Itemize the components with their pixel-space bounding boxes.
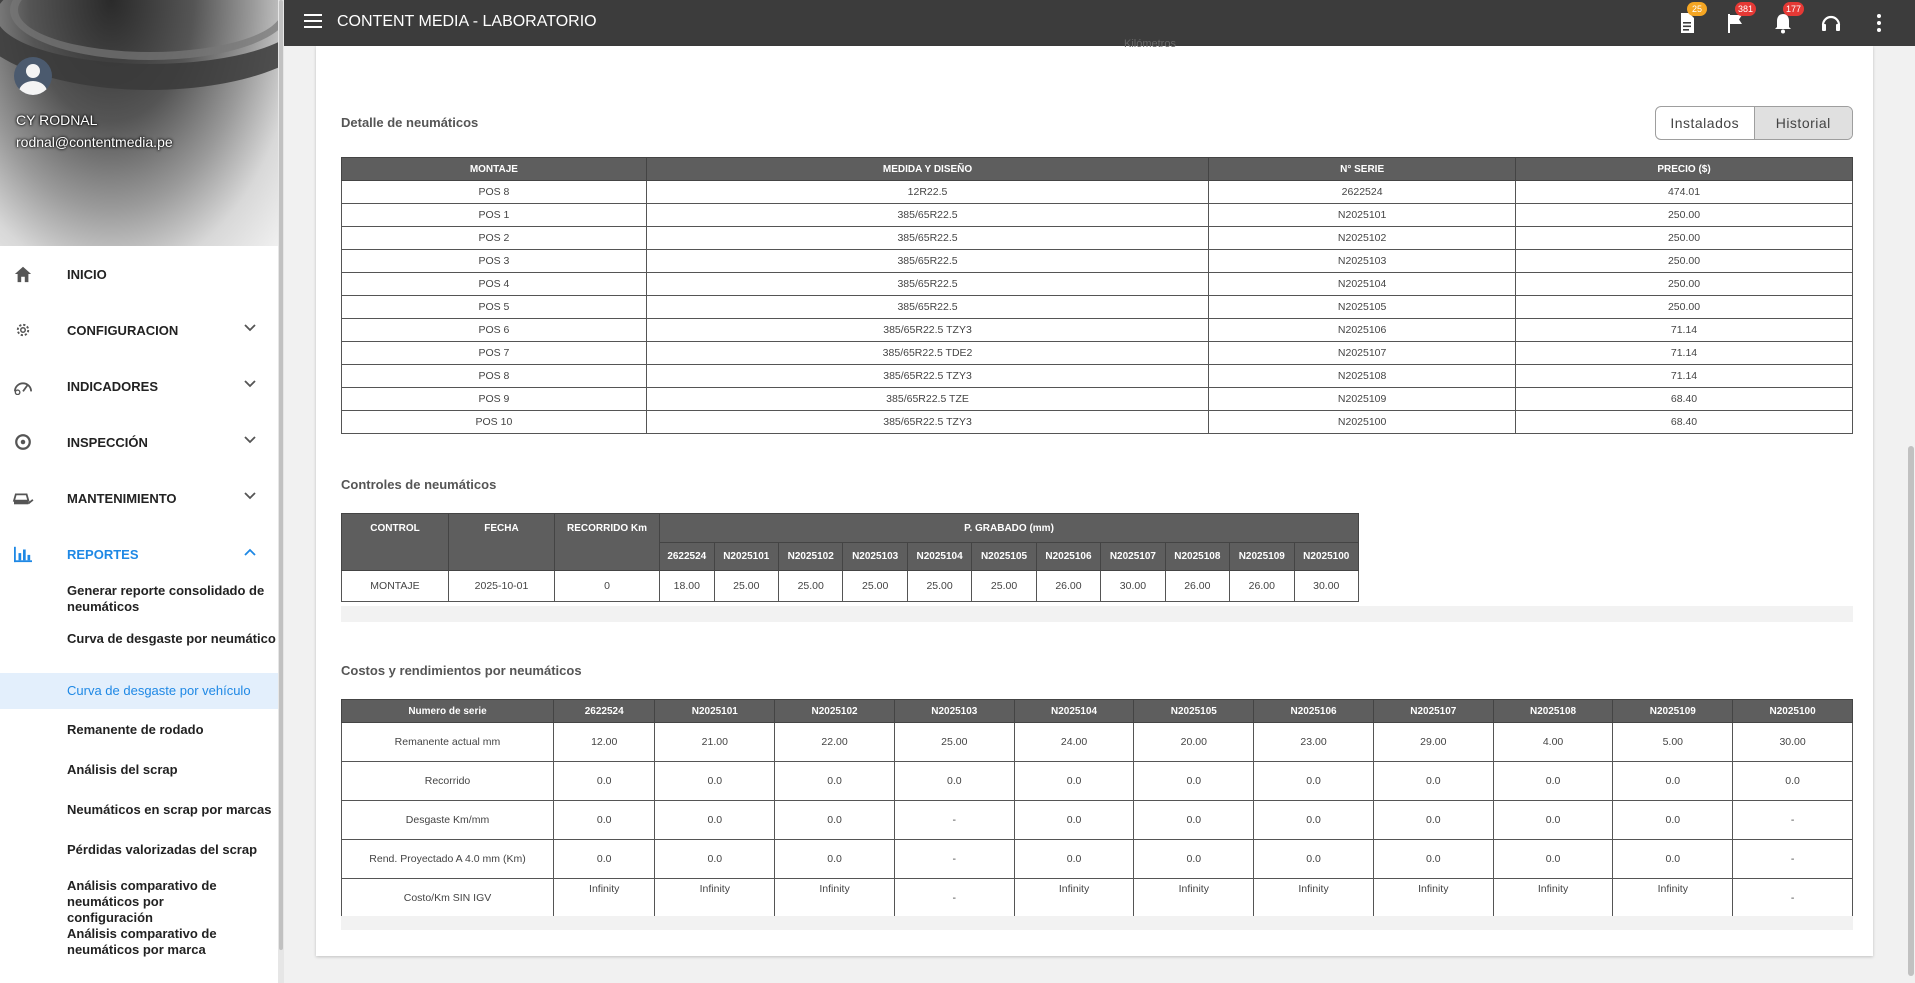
table-cell: 385/65R22.5 TZY3 <box>646 411 1208 434</box>
submenu-item[interactable]: Análisis del scrap <box>67 762 178 777</box>
series-header: N2025105 <box>972 543 1036 571</box>
table-cell: POS 4 <box>342 273 647 296</box>
table-cell: Infinity <box>1373 879 1493 918</box>
table-cell: 474.01 <box>1516 181 1853 204</box>
table-cell: 12.00 <box>554 723 655 762</box>
table-cell: 68.40 <box>1516 411 1853 434</box>
table-cell: 385/65R22.5 TDE2 <box>646 342 1208 365</box>
table-row <box>342 723 1853 762</box>
row-label: Remanente actual mm <box>342 723 554 762</box>
chart-axis-label: Kilómetros <box>1124 38 1176 50</box>
table-cell: Infinity <box>1613 879 1733 918</box>
user-email: rodnal@contentmedia.pe <box>16 134 173 150</box>
sidebar-item-reportes[interactable] <box>0 526 278 582</box>
table-cell: POS 1 <box>342 204 647 227</box>
table-cell: N2025102 <box>1209 227 1516 250</box>
gear-icon <box>12 321 34 339</box>
table-cell: POS 3 <box>342 250 647 273</box>
row-label: Recorrido <box>342 762 554 801</box>
table-cell: 0.0 <box>1254 762 1374 801</box>
sidebar-nav <box>0 246 278 582</box>
table-cell: 250.00 <box>1516 250 1853 273</box>
table-cell: 0.0 <box>1014 762 1134 801</box>
series-header: N2025104 <box>1014 700 1134 723</box>
series-header: 2622524 <box>660 543 715 571</box>
table-row <box>342 296 1853 319</box>
table-cell: 71.14 <box>1516 319 1853 342</box>
table-footer-strip <box>341 916 1853 930</box>
table-cell: 26.00 <box>1165 571 1229 602</box>
view-toggle <box>1655 106 1853 140</box>
table-row <box>342 571 1359 602</box>
table-cell: 21.00 <box>655 723 775 762</box>
table-cell: N2025107 <box>1209 342 1516 365</box>
controles-title: Controles de neumáticos <box>341 477 497 492</box>
table-cell: 0.0 <box>1014 840 1134 879</box>
submenu-item-selected[interactable]: Curva de desgaste por vehículo <box>0 673 278 709</box>
submenu-item[interactable]: Curva de desgaste por neumático <box>67 631 276 646</box>
detalle-table <box>341 157 1853 434</box>
table-row <box>342 204 1853 227</box>
table-cell: 0.0 <box>655 762 775 801</box>
series-header: N2025105 <box>1134 700 1254 723</box>
hamburger-menu-icon[interactable] <box>304 14 322 30</box>
table-cell: 0.0 <box>1613 840 1733 879</box>
table-cell: Infinity <box>554 879 655 918</box>
table-cell: 29.00 <box>1373 723 1493 762</box>
table-cell: 385/65R22.5 TZY3 <box>646 319 1208 342</box>
table-cell: Infinity <box>1134 879 1254 918</box>
table-row <box>342 250 1853 273</box>
main-content <box>284 38 1915 983</box>
table-cell: N2025100 <box>1209 411 1516 434</box>
table-cell: Infinity <box>1254 879 1374 918</box>
series-header: N2025108 <box>1165 543 1229 571</box>
table-cell: 0.0 <box>1733 762 1853 801</box>
series-header: N2025100 <box>1294 543 1359 571</box>
table-cell: 24.00 <box>1014 723 1134 762</box>
table-footer-strip <box>341 606 1853 622</box>
table-cell: 2622524 <box>1209 181 1516 204</box>
table-cell: 385/65R22.5 <box>646 273 1208 296</box>
table-cell: - <box>1733 879 1853 918</box>
table-cell: 250.00 <box>1516 296 1853 319</box>
table-cell: 0.0 <box>1493 840 1613 879</box>
table-cell: 25.00 <box>714 571 778 602</box>
user-name: CY RODNAL <box>16 112 98 128</box>
table-cell: - <box>894 840 1014 879</box>
row-label: Desgaste Km/mm <box>342 801 554 840</box>
table-cell: 385/65R22.5 <box>646 250 1208 273</box>
table-cell: 0.0 <box>894 762 1014 801</box>
table-cell: 385/65R22.5 TZE <box>646 388 1208 411</box>
page-scrollbar[interactable] <box>1907 46 1915 983</box>
chevron-down-icon <box>244 492 256 500</box>
table-cell: 2025-10-01 <box>449 571 555 602</box>
table-row <box>342 879 1853 918</box>
sidebar-item-mantenimiento[interactable] <box>0 470 278 526</box>
table-cell: POS 8 <box>342 365 647 388</box>
table-cell: Infinity <box>775 879 895 918</box>
table-cell: 12R22.5 <box>646 181 1208 204</box>
table-row <box>342 801 1853 840</box>
table-row <box>342 273 1853 296</box>
chevron-down-icon <box>244 380 256 388</box>
table-cell: 26.00 <box>1230 571 1294 602</box>
table-cell: - <box>1733 801 1853 840</box>
table-cell: 23.00 <box>1254 723 1374 762</box>
table-cell: 25.00 <box>843 571 907 602</box>
sidebar-item-label: INDICADORES <box>67 378 159 394</box>
report-card <box>316 38 1873 956</box>
table-row <box>342 365 1853 388</box>
tire-icon <box>12 433 34 451</box>
controles-table <box>341 513 1359 602</box>
series-header: N2025104 <box>907 543 971 571</box>
table-cell: 0.0 <box>1134 762 1254 801</box>
table-cell: 0.0 <box>775 840 895 879</box>
header-grabado: P. GRABADO (mm) <box>660 514 1359 543</box>
table-cell: N2025103 <box>1209 250 1516 273</box>
series-header: N2025101 <box>714 543 778 571</box>
table-row <box>342 388 1853 411</box>
table-cell: 25.00 <box>894 723 1014 762</box>
home-icon <box>12 265 34 283</box>
table-cell: 0.0 <box>1613 762 1733 801</box>
table-cell: 0.0 <box>655 840 775 879</box>
speedometer-icon <box>12 377 34 395</box>
detalle-title: Detalle de neumáticos <box>341 115 479 130</box>
table-cell: 385/65R22.5 <box>646 296 1208 319</box>
series-header: N2025101 <box>655 700 775 723</box>
column-header: Numero de serie <box>342 700 554 723</box>
table-cell: 385/65R22.5 <box>646 204 1208 227</box>
sidebar-item-label: INSPECCIÓN <box>67 434 148 450</box>
table-cell: 25.00 <box>972 571 1036 602</box>
profile-header <box>0 0 278 246</box>
table-cell: Infinity <box>1014 879 1134 918</box>
table-cell: POS 10 <box>342 411 647 434</box>
table-row <box>342 840 1853 879</box>
table-cell: 0.0 <box>1014 801 1134 840</box>
table-cell: Infinity <box>1493 879 1613 918</box>
table-cell: 71.14 <box>1516 365 1853 388</box>
header-control: CONTROL <box>342 514 449 571</box>
table-cell: 0.0 <box>775 801 895 840</box>
table-cell: 250.00 <box>1516 227 1853 250</box>
sidebar-item-configuracion[interactable] <box>0 302 278 358</box>
table-cell: POS 2 <box>342 227 647 250</box>
flag-icon[interactable] <box>1723 4 1754 35</box>
table-row <box>342 181 1853 204</box>
column-header: MONTAJE <box>342 158 647 181</box>
sidebar-item-label: CONFIGURACION <box>67 322 179 338</box>
table-cell: N2025109 <box>1209 388 1516 411</box>
bell-icon[interactable] <box>1771 4 1802 35</box>
table-cell: 30.00 <box>1733 723 1853 762</box>
table-row <box>342 319 1853 342</box>
table-cell: 0.0 <box>1134 840 1254 879</box>
submenu-item[interactable]: Pérdidas valorizadas del scrap <box>67 842 258 857</box>
table-cell: 25.00 <box>779 571 843 602</box>
table-cell: 0.0 <box>1373 801 1493 840</box>
table-cell: Infinity <box>655 879 775 918</box>
costos-table <box>341 699 1853 918</box>
series-header: N2025103 <box>843 543 907 571</box>
table-cell: 250.00 <box>1516 273 1853 296</box>
table-cell: 0.0 <box>1134 801 1254 840</box>
table-cell: 0.0 <box>554 840 655 879</box>
table-cell: 385/65R22.5 TZY3 <box>646 365 1208 388</box>
table-cell: 20.00 <box>1134 723 1254 762</box>
table-cell: 0.0 <box>1493 801 1613 840</box>
table-cell: 250.00 <box>1516 204 1853 227</box>
table-cell: 30.00 <box>1294 571 1359 602</box>
series-header: N2025103 <box>894 700 1014 723</box>
table-row <box>342 411 1853 434</box>
table-row <box>342 342 1853 365</box>
column-header: PRECIO ($) <box>1516 158 1853 181</box>
series-header: N2025100 <box>1733 700 1853 723</box>
headset-icon[interactable] <box>1819 11 1843 35</box>
toggle-instalados[interactable]: Instalados <box>1670 115 1740 131</box>
table-cell: POS 8 <box>342 181 647 204</box>
table-cell: N2025108 <box>1209 365 1516 388</box>
table-cell: 0.0 <box>1373 762 1493 801</box>
table-cell: - <box>894 879 1014 918</box>
column-header: N° SERIE <box>1209 158 1516 181</box>
sidebar-item-label: MANTENIMIENTO <box>67 490 177 506</box>
table-cell: 30.00 <box>1101 571 1165 602</box>
table-cell: 22.00 <box>775 723 895 762</box>
table-cell: POS 5 <box>342 296 647 319</box>
table-cell: N2025106 <box>1209 319 1516 342</box>
header-fecha: FECHA <box>449 514 555 571</box>
table-cell: 0 <box>555 571 660 602</box>
chevron-down-icon <box>244 436 256 444</box>
flags-badge: 381 <box>1735 2 1756 16</box>
top-app-bar <box>284 0 1915 46</box>
table-cell: 68.40 <box>1516 388 1853 411</box>
table-row <box>342 762 1853 801</box>
submenu-item[interactable]: Neumáticos en scrap por marcas <box>67 802 272 817</box>
table-cell: 0.0 <box>554 801 655 840</box>
table-cell: - <box>894 801 1014 840</box>
table-cell: 0.0 <box>1373 840 1493 879</box>
table-cell: 0.0 <box>1493 762 1613 801</box>
table-cell: 0.0 <box>1254 840 1374 879</box>
table-cell: 5.00 <box>1613 723 1733 762</box>
sidebar-item-label: INICIO <box>67 266 107 282</box>
more-vert-icon[interactable] <box>1867 11 1891 35</box>
table-cell: POS 7 <box>342 342 647 365</box>
row-label: Rend. Proyectado A 4.0 mm (Km) <box>342 840 554 879</box>
submenu-item[interactable]: Análisis comparativo de neumáticos por configuración <box>67 878 217 925</box>
table-cell: N2025101 <box>1209 204 1516 227</box>
submenu-item[interactable]: Generar reporte consolidado de neumáticos <box>67 583 265 614</box>
table-cell: 4.00 <box>1493 723 1613 762</box>
table-row <box>342 227 1853 250</box>
sidebar-item-inspeccion[interactable] <box>0 414 278 470</box>
column-header: MEDIDA Y DISEÑO <box>646 158 1208 181</box>
series-header: N2025106 <box>1036 543 1100 571</box>
table-cell: 71.14 <box>1516 342 1853 365</box>
table-cell: 0.0 <box>1613 801 1733 840</box>
sidebar-item-inicio[interactable] <box>0 246 278 302</box>
table-cell: 0.0 <box>554 762 655 801</box>
chevron-down-icon <box>244 324 256 332</box>
submenu-item[interactable]: Remanente de rodado <box>67 722 204 737</box>
table-cell: N2025104 <box>1209 273 1516 296</box>
series-header: N2025106 <box>1254 700 1374 723</box>
table-cell: MONTAJE <box>342 571 449 602</box>
bar-chart-icon <box>12 545 34 563</box>
table-cell: 26.00 <box>1036 571 1100 602</box>
row-label: Costo/Km SIN IGV <box>342 879 554 918</box>
table-cell: 0.0 <box>655 801 775 840</box>
sidebar-item-indicadores[interactable] <box>0 358 278 414</box>
series-header: N2025109 <box>1613 700 1733 723</box>
table-cell: 0.0 <box>1254 801 1374 840</box>
toggle-historial[interactable]: Historial <box>1754 107 1853 139</box>
submenu-item[interactable]: Análisis comparativo de neumáticos por marca <box>67 926 217 957</box>
series-header: N2025107 <box>1373 700 1493 723</box>
documents-badge: 25 <box>1687 2 1707 16</box>
sidebar-item-label: REPORTES <box>67 546 139 562</box>
car-repair-icon <box>12 489 34 507</box>
table-cell: POS 6 <box>342 319 647 342</box>
series-header: N2025102 <box>779 543 843 571</box>
table-cell: POS 9 <box>342 388 647 411</box>
sidebar <box>0 0 278 983</box>
series-header: N2025109 <box>1230 543 1294 571</box>
costos-title: Costos y rendimientos por neumáticos <box>341 663 582 678</box>
series-header: N2025108 <box>1493 700 1613 723</box>
table-cell: 25.00 <box>907 571 971 602</box>
avatar[interactable] <box>14 57 52 95</box>
series-header: N2025102 <box>775 700 895 723</box>
series-header: N2025107 <box>1101 543 1165 571</box>
table-cell: N2025105 <box>1209 296 1516 319</box>
header-recorrido: RECORRIDO Km <box>555 514 660 571</box>
table-cell: - <box>1733 840 1853 879</box>
document-icon[interactable] <box>1675 4 1702 35</box>
table-cell: 0.0 <box>775 762 895 801</box>
chevron-up-icon <box>244 548 256 556</box>
table-cell: 385/65R22.5 <box>646 227 1208 250</box>
app-title: CONTENT MEDIA - LABORATORIO <box>337 13 597 30</box>
series-header: 2622524 <box>554 700 655 723</box>
notifications-badge: 177 <box>1783 2 1804 16</box>
table-cell: 18.00 <box>660 571 715 602</box>
